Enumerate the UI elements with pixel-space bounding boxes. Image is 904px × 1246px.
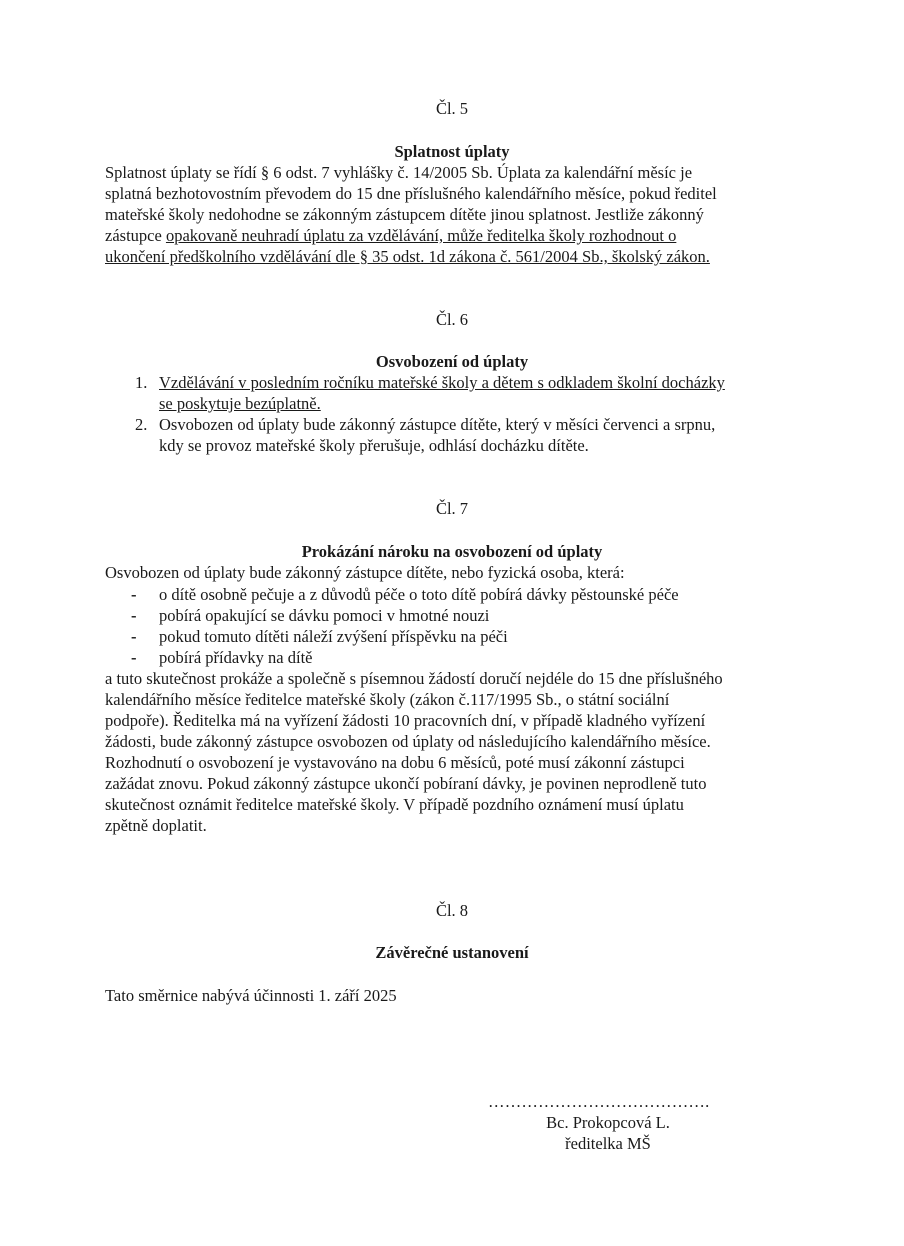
article-8-heading: Čl. 8: [435, 901, 469, 920]
article-7-intro: Osvobozen od úplaty bude zákonný zástupce dítěte, nebo fyzická osoba, která:: [105, 563, 625, 582]
article-7-line: Rozhodnutí o osvobození je vystavováno na dobu 6 měsíců, poté musí zákonní zástupci: [105, 753, 685, 772]
article-7-line: podpoře). Ředitelka má na vyřízení žádosti 10 pracovních dní, v případě kladného vyřízení: [105, 711, 706, 730]
list-item-text: Vzdělávání v posledním ročníku mateřské školy a dětem s odkladem školní docházky: [159, 373, 725, 392]
article-5-line: mateřské školy nedohodne se zákonným zástupcem dítěte jinou splatnost. Jestliže zákonný: [105, 205, 704, 224]
list-item-text: kdy se provoz mateřské školy přerušuje, odhlásí docházku dítěte.: [159, 436, 589, 455]
article-5-line-start: zástupce: [105, 226, 166, 245]
article-7-line: a tuto skutečnost prokáže a společně s písemnou žádostí doručí nejdéle do 15 dne příslušného: [105, 669, 723, 688]
article-5-title: Splatnost úplaty: [394, 142, 510, 161]
signatory-name: Bc. Prokopcová L.: [546, 1113, 670, 1132]
article-7-line: kalendářního měsíce ředitelce mateřské školy (zákon č.117/1995 Sb., o státní sociální: [105, 690, 670, 709]
article-7-line: skutečnost oznámit ředitelce mateřské školy. V případě pozdního oznámení musí úplatu: [105, 795, 684, 814]
list-item-number: 2.: [135, 415, 148, 434]
article-5-line: splatná bezhotovostním převodem do 15 dne příslušného kalendářního měsíce, pokud ředitel: [105, 184, 717, 203]
bullet-marker: -: [131, 585, 137, 604]
article-8-title: Závěrečné ustanovení: [375, 943, 529, 962]
bullet-item: o dítě osobně pečuje a z důvodů péče o toto dítě pobírá dávky pěstounské péče: [159, 585, 679, 604]
list-item-number: 1.: [135, 373, 148, 392]
list-item-text: Osvobozen od úplaty bude zákonný zástupce dítěte, který v měsíci červenci a srpnu,: [159, 415, 716, 434]
bullet-marker: -: [131, 606, 137, 625]
list-item-text: se poskytuje bezúplatně.: [159, 394, 321, 413]
signatory-role: ředitelka MŠ: [565, 1134, 651, 1153]
article-7-line: zažádat znovu. Pokud zákonný zástupce ukončí pobíraní dávky, je povinen neprodleně tuto: [105, 774, 707, 793]
article-5-heading: Čl. 5: [435, 99, 469, 118]
bullet-item: pokud tomuto dítěti náleží zvýšení příspěvku na péči: [159, 627, 508, 646]
bullet-item: pobírá přídavky na dítě: [159, 648, 313, 667]
bullet-marker: -: [131, 627, 137, 646]
article-6-heading: Čl. 6: [435, 310, 469, 329]
bullet-marker: -: [131, 648, 137, 667]
article-7-title: Prokázání nároku na osvobození od úplaty: [301, 542, 603, 561]
signature-line: ………………………………….: [488, 1092, 710, 1111]
article-7-line: zpětně doplatit.: [105, 816, 207, 835]
bullet-item: pobírá opakující se dávku pomoci v hmotné nouzi: [159, 606, 490, 625]
article-5-underlined-line: ukončení předškolního vzdělávání dle § 35 odst. 1d zákona č. 561/2004 Sb., školský zákon.: [105, 247, 710, 266]
article-5-line: Splatnost úplaty se řídí § 6 odst. 7 vyhlášky č. 14/2005 Sb. Úplata za kalendářní měsíc je: [105, 163, 693, 182]
article-7-heading: Čl. 7: [435, 499, 469, 518]
article-7-line: žádosti, bude zákonný zástupce osvobozen od úplaty od následujícího kalendářního měsíce.: [105, 732, 711, 751]
effective-date-text: Tato směrnice nabývá účinnosti 1. září 2025: [105, 986, 397, 1005]
article-6-title: Osvobození od úplaty: [375, 352, 529, 371]
article-5-underlined-text: opakovaně neuhradí úplatu za vzdělávání, může ředitelka školy rozhodnout o: [165, 226, 677, 245]
article-5-line: [105, 225, 676, 246]
